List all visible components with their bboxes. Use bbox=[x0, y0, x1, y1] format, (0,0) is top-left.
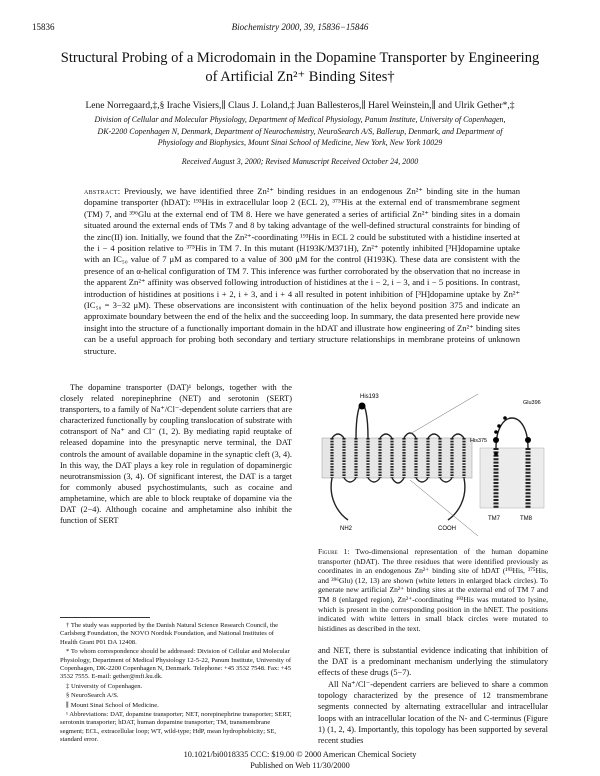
footer-doi: 10.1021/bi0018335 CCC: $19.00 © 2000 American Chemical Society bbox=[183, 750, 417, 759]
page-number: 15836 bbox=[32, 22, 55, 32]
abstract-label: abstract: bbox=[84, 186, 121, 196]
his193-marker bbox=[359, 403, 366, 410]
figure-1-caption bbox=[318, 547, 548, 633]
journal-citation: Biochemistry 2000, 39, 15836−15846 bbox=[231, 22, 369, 32]
abstract bbox=[84, 186, 520, 357]
his375-marker bbox=[493, 437, 499, 443]
abstract-text: Previously, we have identified three Zn²⁺ binding residues in an endogenous Zn²⁺ binding site in the human dopamine transporter (hDAT): ¹⁹³His in extracellular loop 2 (ECL 2), ³⁷⁵His at the external end of transmembrane segment (TM) 7, and ³⁹⁶Glu at the external end of TM 8. Here we have generated a series of artificial Zn²⁺ binding sites in a domain situated around the external ends of TMs 7 and 8 by taking advantage of the well-defined structural constraints for binding of the zinc(II) ion. Initially, we found that the Zn²⁺-coordinating ¹⁹³His in ECL 2 could be substituted with a histidine inserted at the i − 4 position relative to ³⁷⁵His in TM 7. In this mutant (H193K/M371H), Zn²⁺ potently inhibited [³H]dopamine uptake with an IC₅₀ value of 7 μM as compared to a value of 300 μM for the control (H193K). These data are consistent with the presence of an α-helical configuration of TM 7. This inference was further corroborated by the observation that no increase in the apparent Zn²⁺ affinity was observed following introduction of histidines at the i − 2, i − 3, and i − 5 positions. In contrast, introduction of histidines at positions i + 2, i + 3, and i + 4 all resulted in potent inhibition of [³H]dopamine uptake by Zn²⁺ (IC₅₀ = 3−32 μM). These observations are inconsistent with continuation of the helix beyond position 375 and indicate an approximate boundary between the end of the helix and the succeeding loop. In summary, the data presented here provide new insight into the structure of a functionally important domain in the hDAT and illustrate how engineering of Zn²⁺ binding sites can be a useful approach for probing both secondary and tertiary structure relationships in membrane proteins of unknown structure. bbox=[84, 186, 520, 356]
right-paragraph-1: and NET, there is substantial evidence indicating that inhibition of the DAT is a predominant mechanism underlying the stimulatory effects of these drugs (5−7). bbox=[318, 646, 548, 678]
tm7-label: TM7 bbox=[488, 516, 500, 522]
figure-1-topology-diagram bbox=[318, 388, 548, 540]
tm8-label: TM8 bbox=[520, 516, 532, 522]
affiliation-line-2: DK-2200 Copenhagen N, Denmark, Department of Neurochemistry, NeuroSearch A/S, Ballerup, Denmark, and Department of bbox=[97, 126, 503, 136]
affiliations bbox=[30, 114, 570, 149]
figure-1-caption-label: Figure 1: bbox=[318, 547, 350, 556]
glu396-label: Glu396 bbox=[523, 400, 541, 406]
affiliation-line-1: Division of Cellular and Molecular Physiology, Department of Medical Physiology, Panum Institute, University of Copenhagen, bbox=[94, 115, 506, 124]
title-line-2: of Artificial Zn²⁺ Binding Sites† bbox=[205, 69, 395, 85]
glu396-marker bbox=[525, 437, 531, 443]
footnote-rule bbox=[60, 617, 150, 618]
author-list: Lene Norregaard,‡,§ Irache Visiers,∥ Claus J. Loland,‡ Juan Ballesteros,∥ Harel Weinstein,∥ and Ulrik Gether*,‡ bbox=[85, 101, 515, 111]
affiliation-line-3: Physiology and Biophysics, Mount Sinai School of Medicine, New York, New York 10029 bbox=[157, 138, 443, 147]
footer-published: Published on Web 11/30/2000 bbox=[250, 761, 350, 770]
footnote-funding: † The study was supported by the Danish Natural Science Research Council, the Carlsberg Foundation, the NOVO Nordisk Foundation, and National Institutes of Health Grant P01 DA 12408. bbox=[60, 622, 279, 646]
article-title bbox=[30, 49, 570, 87]
footnote-affil-mount-sinai: ∥ Mount Sinai School of Medicine. bbox=[66, 701, 159, 709]
received-dates: Received August 3, 2000; Revised Manuscript Received October 24, 2000 bbox=[181, 157, 419, 166]
n-terminus-label: NH2 bbox=[340, 526, 353, 532]
enlarged-tm7-tm8-region bbox=[480, 416, 544, 508]
topology-svg bbox=[318, 388, 548, 540]
footnotes bbox=[60, 617, 292, 746]
footnote-abbreviations: ¹ Abbreviations: DAT, dopamine transporter; NET, norepinephrine transporter; SERT, serotonin transporter; hDAT, human dopamine transporter; TM, transmembrane segment; ECL, extracellular loop; WT, wild-type; HdP, mean hydrophobicity; SE, standard error. bbox=[60, 711, 292, 744]
figure-1-caption-text: Two-dimensional representation of the human dopamine transporter (hDAT). The three residues that were identified previously as coordinates in an endogenous Zn²⁺ binding site of hDAT (¹⁹³His, ³⁷⁵His, and ³⁹⁶Glu) (12, 13) are shown (white letters in enlarged black circles). To generate new artificial Zn²⁺ binding sites at the external end of TM 7 and TM 8 (enlarged region), Zn²⁺-coordinating ¹⁹³His was mutated to lysine, which is present in the corresponding position in the hNET. The positions indicated with white letters in small black circles were mutated to histidines as described in the text. bbox=[318, 547, 549, 633]
c-terminus-label: COOH bbox=[438, 526, 456, 532]
title-line-1: Structural Probing of a Microdomain in the Dopamine Transporter by Engineering bbox=[60, 50, 540, 66]
his193-label: His193 bbox=[360, 394, 379, 400]
his375-label: His375 bbox=[470, 438, 488, 444]
footnote-correspondence: * To whom correspondence should be addressed: Division of Cellular and Molecular Physiology, Department of Medical Physiology 12-5-22, Panum Institute, University of Copenhagen, DK-2200 Copenhagen N, Denmark. Telephone: +45 3532 7548. Fax: +45 3532 7555. E-mail: gether@mfi.ku.dk. bbox=[60, 648, 292, 681]
footnote-affil-neurosearch: § NeuroSearch A/S. bbox=[66, 692, 119, 700]
right-paragraph-2: All Na⁺/Cl⁻-dependent carriers are believed to share a common topology characterized by the presence of 12 transmembrane segments connected by alternating extracellular and intracellular loops with an intracellular location of the N- and C-terminus (Figure 1) (1, 2, 4). Importantly, this topology has been supported by several recent studies bbox=[318, 680, 548, 745]
intro-paragraph-left: The dopamine transporter (DAT)¹ belongs, together with the closely related norepinephrine (NET) and serotonin (SERT) transporters, to a family of Na⁺/Cl⁻-dependent solute carriers that are characterized functionally by coupling translocation of substrate with cotransport of Na⁺ and Cl⁻ (1, 2). By mediating rapid reuptake of released dopamine into the presynaptic nerve terminal, the DAT controls the amount of available dopamine in the synaptic cleft (3, 4). In this way, the DAT plays a key role in regulation of dopaminergic neurotransmission (3, 4). Of significant interest, the DAT is a target for commonly abused psychostimulants, such as cocaine and amphetamine, which are able to block reuptake of dopamine via the DAT (2−4). Although cocaine and amphetamine also inhibit the function of SERT bbox=[60, 383, 292, 526]
footnote-affil-copenhagen: ‡ University of Copenhagen. bbox=[66, 682, 143, 690]
intro-paragraph-right bbox=[318, 645, 548, 746]
